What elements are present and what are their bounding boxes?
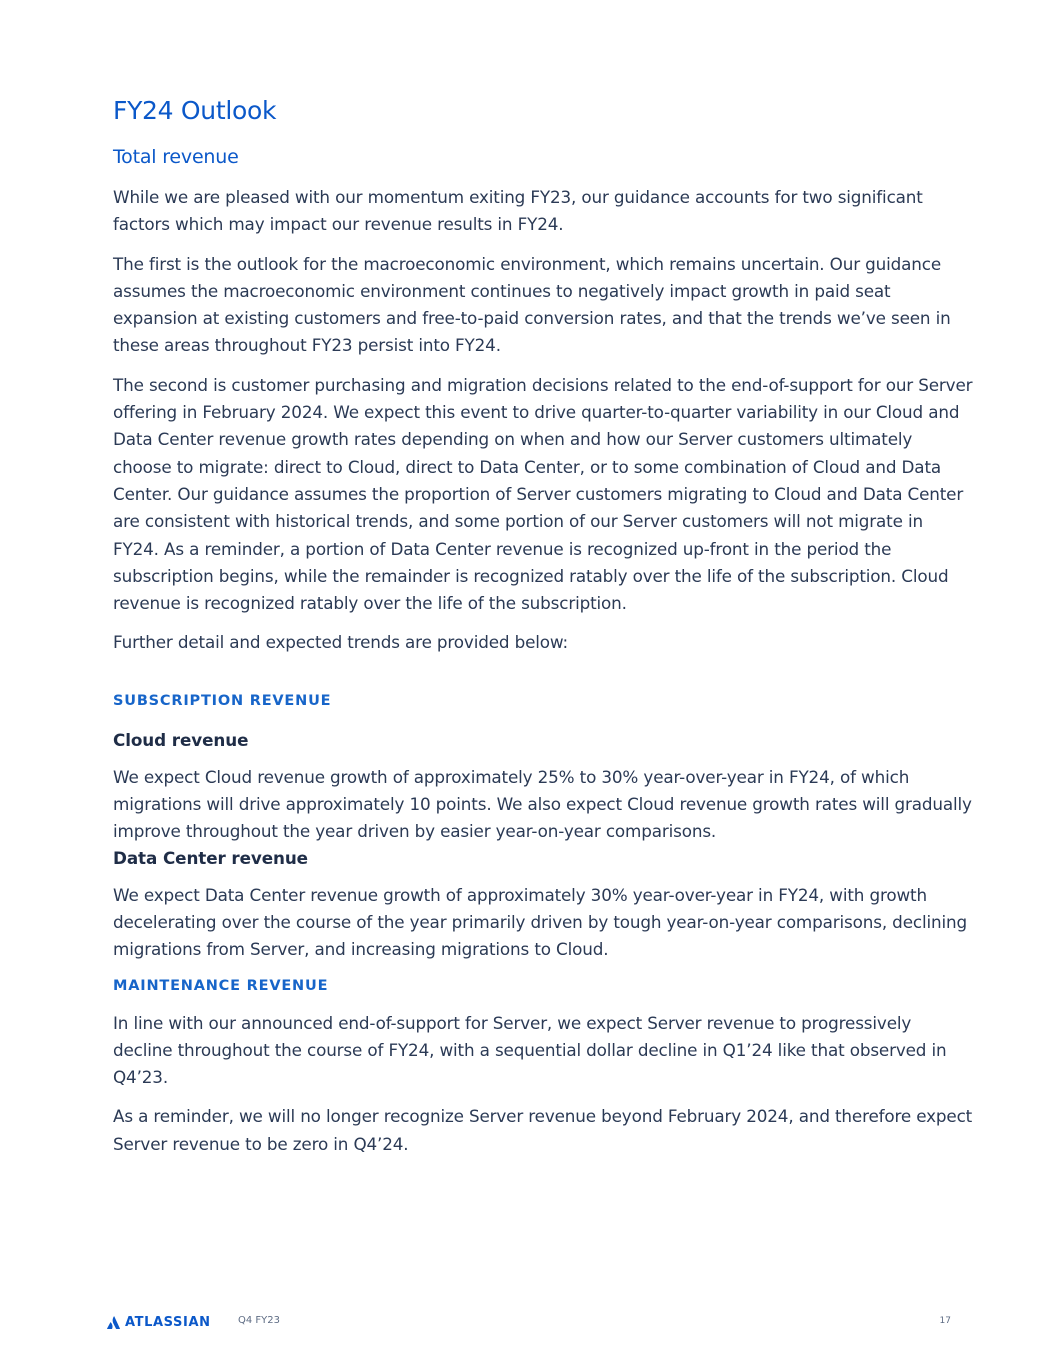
maintenance-revenue-label: MAINTENANCE REVENUE [113, 977, 329, 994]
atlassian-logo-icon [107, 1316, 120, 1329]
page-footer [107, 1312, 951, 1332]
page-number: 17 [939, 1316, 951, 1326]
data-center-revenue-heading: Data Center revenue [113, 847, 308, 868]
data-center-revenue-paragraph: We expect Data Center revenue growth of approximately 30% year-over-year in FY24, with growth decelerating over the course of the year primarily driven by tough year-on-year comparisons, declining migrations from Server, and increasing migrations to Cloud. [113, 884, 967, 960]
document-body [113, 92, 973, 1158]
atlassian-wordmark: ATLASSIAN [125, 1314, 211, 1330]
page-title: FY24 Outlook [113, 96, 277, 125]
server-decline-paragraph: In line with our announced end-of-support for Server, we expect Server revenue to progressively decline throughout the course of FY24, with a sequential dollar decline in Q1’24 like that observed in Q4’23. [113, 1012, 947, 1088]
cloud-revenue-paragraph: We expect Cloud revenue growth of approximately 25% to 30% year-over-year in FY24, of which migrations will drive approximately 10 points. We also expect Cloud revenue growth rates will gradually improve throughout the year driven by easier year-on-year comparisons. [113, 766, 972, 842]
server-zero-paragraph: As a reminder, we will no longer recognize Server revenue beyond February 2024, and therefore expect Server revenue to be zero in Q4’24. [113, 1106, 973, 1154]
further-detail-paragraph: Further detail and expected trends are provided below: [113, 632, 569, 653]
atlassian-logo [107, 1312, 211, 1332]
migration-paragraph: The second is customer purchasing and migration decisions related to the end-of-support for our Server offering in February 2024. We expect this event to drive quarter-to-quarter variability in our Cloud and Data Center revenue growth rates depending on when and how our Server customers ultimately choose to migrate: direct to Cloud, direct to Data Center, or to some combination of Cloud and Data Center. Our guidance assumes the proportion of Server customers migrating to Cloud and Data Center are consistent with historical trends, and some portion of our Server customers will not migrate in FY24. As a reminder, a portion of Data Center revenue is recognized up-front in the period the subscription begins, while the remainder is recognized ratably over the life of the subscription. Cloud revenue is recognized ratably over the life of the subscription. [113, 374, 973, 614]
report-period: Q4 FY23 [238, 1315, 280, 1326]
macro-paragraph: The first is the outlook for the macroeconomic environment, which remains uncertain. Our guidance assumes the macroeconomic environment continues to negatively impact growth in paid seat expansion at existing customers and free-to-paid conversion rates, and that the trends we’ve seen in these areas throughout FY23 persist into FY24. [113, 253, 951, 356]
intro-paragraph: While we are pleased with our momentum exiting FY23, our guidance accounts for two significant factors which may impact our revenue results in FY24. [113, 187, 923, 235]
cloud-revenue-heading: Cloud revenue [113, 729, 249, 750]
subscription-revenue-label: SUBSCRIPTION REVENUE [113, 692, 332, 709]
section-heading-total-revenue: Total revenue [113, 146, 239, 168]
